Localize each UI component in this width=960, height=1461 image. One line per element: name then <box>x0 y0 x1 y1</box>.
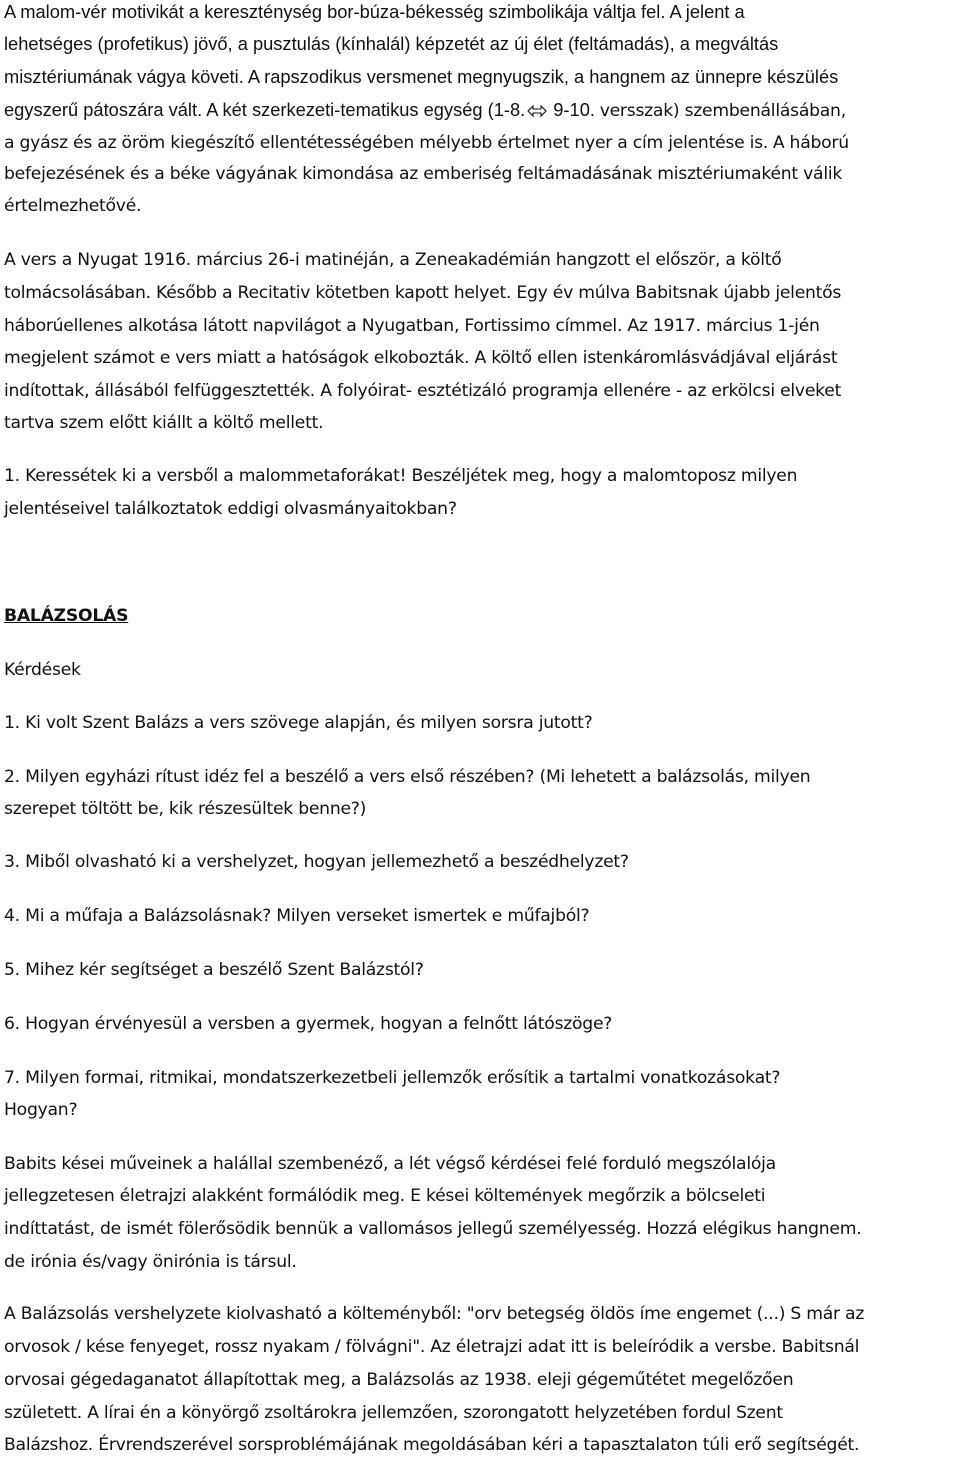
question-item: 3. Miből olvasható ki a vershelyzet, hogyan jellemezhető a beszédhelyzet? <box>4 852 629 872</box>
question-item-continuation: szerepet töltött be, kik részesültek benne?) <box>4 799 367 819</box>
question-item: 6. Hogyan érvényesül a versben a gyermek, hogyan a felnőtt látószöge? <box>4 1014 613 1034</box>
section-subheading: Kérdések <box>4 660 81 680</box>
paragraph-line: tolmácsolásában. Később a Recitativ kötetben kapott helyet. Egy év múlva Babitsnak újabb jelentős <box>4 283 842 303</box>
paragraph-line: háborúellenes alkotása látott napvilágot a Nyugatban, Fortissimo címmel. Az 1917. március 1-jén <box>4 316 820 336</box>
task-line: 1. Keressétek ki a versből a malommetaforákat! Beszéljétek meg, hogy a malomtoposz milyen <box>4 466 798 486</box>
paragraph-line: jellegzetesen életrajzi alakként formálódik meg. E kései költemények megőrzik a bölcseleti <box>4 1186 766 1206</box>
paragraph-line: értelmezhetővé. <box>4 196 142 216</box>
paragraph-line: orvosok / kése fenyeget, rossz nyakam / fölvágni". Az életrajzi adat itt is beleíródik a versbe. Babitsnál <box>4 1337 860 1357</box>
paragraph-line: A malom-vér motivikát a kereszténység bor-búza-békesség szimbolikája váltja fel. A jelent a <box>4 1 745 22</box>
paragraph-line: tartva szem előtt kiállt a költő mellett. <box>4 413 324 433</box>
question-item: 2. Milyen egyházi rítust idéz fel a beszélő a vers első részében? (Mi lehetett a balázsolás, milyen <box>4 767 811 787</box>
paragraph-segment: a gyász és az öröm kiegészítő ellentétességében mélyebb értelmet nyer a cím jelentése is. <box>4 133 769 153</box>
paragraph-line: Balázshoz. Érvrendszerével sorsproblémájának megoldásában kéri a tapasztalaton túli erő segítségét. <box>4 1435 860 1455</box>
paragraph-line: Babits kései műveinek a halállal szembenéző, a lét végső kérdései felé forduló megszólalója <box>4 1154 776 1174</box>
paragraph-segment: egyszerű pátoszára vált. A két szerkezeti-tematikus egység (1-8. <box>4 99 526 120</box>
question-item: 7. Milyen formai, ritmikai, mondatszerkezetbeli jellemzők erősítik a tartalmi vonatkozásokat? <box>4 1068 781 1088</box>
left-right-arrow-icon <box>527 97 547 129</box>
question-item: 4. Mi a műfaja a Balázsolásnak? Milyen verseket ismertek e műfajból? <box>4 906 590 926</box>
paragraph-line: indítottak, állásából felfüggesztették. A folyóirat- esztétizáló programja ellenére - az erkölcsi elveket <box>4 381 842 401</box>
paragraph-line: A vers a Nyugat 1916. március 26-i matinéján, a Zeneakadémián hangzott el először, a költő <box>4 250 782 270</box>
paragraph-line: de irónia és/vagy önirónia is társul. <box>4 1252 297 1272</box>
paragraph-line: orvosai gégedaganatot állapítottak meg, a Balázsolás az 1938. eleji gégeműtétet megelőzően <box>4 1370 794 1390</box>
paragraph-line: A Balázsolás vershelyzete kiolvasható a költeményből: "orv betegség öldös íme engemet (...) S már az <box>4 1304 865 1324</box>
paragraph-line <box>4 127 849 159</box>
section-heading: BALÁZSOLÁS <box>4 606 129 626</box>
paragraph-line: lehetséges (profetikus) jövő, a pusztulás (kínhalál) képzetét az új élet (feltámadás), a megváltás <box>4 33 779 54</box>
question-item-continuation: Hogyan? <box>4 1100 78 1120</box>
paragraph-line: misztériumának vágya követi. A rapszodikus versmenet megnyugszik, a hangnem az ünnepre készülés <box>4 66 839 87</box>
paragraph-segment: 9-10. <box>553 99 595 120</box>
question-item: 1. Ki volt Szent Balázs a vers szövege alapján, és milyen sorsra jutott? <box>4 713 593 733</box>
paragraph-segment: versszak) szembenállásában, <box>599 101 846 121</box>
paragraph-line: indíttatást, de ismét fölerősödik bennük a vallomásos jellegű személyesség. Hozzá elégikus hangnem. <box>4 1219 862 1239</box>
task-line: jelentéseivel találkoztatok eddigi olvasmányaitokban? <box>4 499 457 519</box>
paragraph-line: megjelent számot e vers miatt a hatóságok elkobozták. A költő ellen istenkáromlásvádjával eljárást <box>4 348 838 368</box>
question-item: 5. Mihez kér segítséget a beszélő Szent Balázstól? <box>4 960 424 980</box>
paragraph-line: befejezésének és a béke vágyának kimondása az emberiség feltámadásának misztériumaként válik <box>4 164 843 184</box>
paragraph-line <box>4 94 846 126</box>
paragraph-line: született. A lírai én a könyörgő zsoltárokra jellemzően, szorongatott helyzetében fordul Szent <box>4 1403 783 1423</box>
paragraph-segment: A háború <box>772 133 849 153</box>
